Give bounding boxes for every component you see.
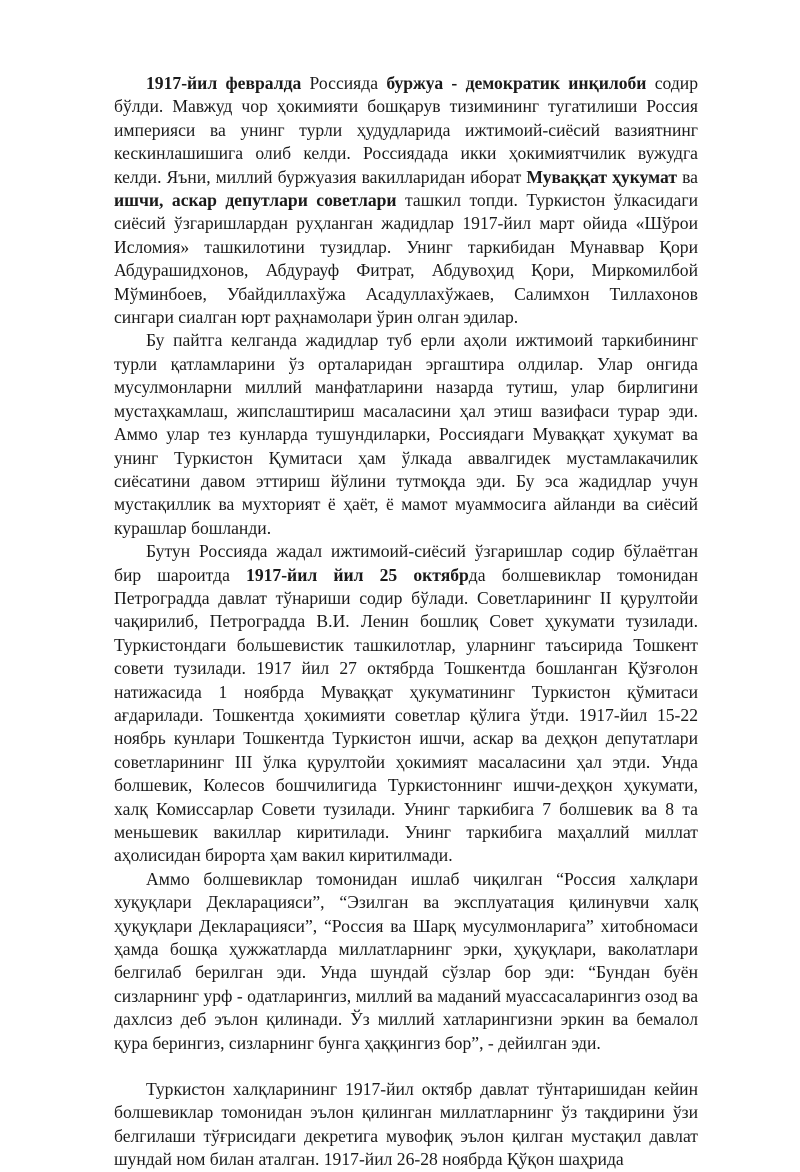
bold-date-february-1917: 1917-йил февралда bbox=[146, 73, 302, 93]
bold-workers-soldiers-soviets: ишчи, аскар депутлари советлари bbox=[114, 190, 397, 211]
paragraph-3 bbox=[114, 540, 698, 868]
bold-provisional-government: Муваққат ҳукумат bbox=[526, 166, 678, 187]
text-run: содир бўлди. Мавжуд чор ҳокимияти бошқарув тизимининг тугатилиши Россия империяси ва унинг турли ҳудудларида ижтимоий-сиёсий вазиятнинг кескинлашишига олиб келди. Россиядада икки ҳокимиятчилик вужудга келди. Яъни, миллий буржуазия вакилларидан иборат bbox=[114, 73, 699, 187]
paragraph-2 bbox=[114, 329, 698, 540]
text-run: да болшевиклар томонидан Петроградда давлат тўнариши содир бўлади. Советларининг II қурултойи чақирилиб, Петроградда В.И. Ленин бошлиқ Совет ҳукумати тузилади. Туркистондаги большевистик ташкилотлар, уларнинг таъсирида Тошкент совети тузилади. 1917 йил 27 октябрда Тошкентда бошланган Қўзғолон натижасида 1 ноябрда Муваққат ҳукуматининг Туркистон қўмитаси ағдарилади. Тошкентда ҳокимияти советлар қўлига ўтди. 1917-йил 15-22 ноябрь кунлари Тошкентда Туркистон ишчи, аскар ва деҳқон депутатлари советларининг III ўлка қурултойи ҳокимият масаласини ҳал этди. Унда болшевик, Колесов бошчилигида Туркистоннинг ишчи-деҳқон ҳукумати, халқ Комиссарлар Совети тузилади. Унинг таркибига 7 болшевик ва 8 та меньшевик вакиллар киритилади. Унинг таркибига маҳаллий миллат аҳолисидан бирорта ҳам вакил киритилмади. bbox=[114, 564, 698, 866]
paragraph-4 bbox=[114, 868, 698, 1055]
text-run: Туркистон халқларининг 1917-йил октябр давлат тўнтаришидан кейин болшевиклар томонидан эълон қилинган миллатларнинг ўз тақдирини ўзи белгилаши тўғрисидаги декретига мувофиқ эълон қилган мустақил давлат шундай ном билан аталган. 1917-йил 26-28 ноябрда Қўқон шаҳрида bbox=[114, 1079, 698, 1170]
bold-bourgeois-revolution: буржуа - демократик инқилоби bbox=[386, 73, 647, 93]
text-run: Россияда bbox=[301, 73, 387, 93]
paragraph-5 bbox=[114, 1078, 698, 1172]
text-run: ва bbox=[677, 166, 698, 187]
bold-date-october-1917: 1917-йил йил 25 октябр bbox=[246, 564, 469, 585]
text-run: Бутун Россияда жадал ижтимоий-сиёсий ўзгаришлар содир бўлаётган бир шароитда bbox=[114, 541, 698, 585]
paragraph-1 bbox=[114, 72, 698, 329]
text-run: Аммо болшевиклар томонидан ишлаб чиқилган “Россия халқлари хуқуқлари Декларацияси”, “Эзилган ва эксплуатация қилинувчи халқ ҳуқуқлари Декларацияси”, “Россия ва Шарқ мусулмонларига” хитобномаси ҳамда бошқа ҳужжатларда миллатларнинг эрки, ҳуқуқлари, ваколатлари белгилаб берилган эди. Унда шундай сўзлар бор эди: “Бундан буён сизларнинг урф - одатларингиз, миллий ва маданий муассасаларингиз озод ва дахлсиз деб эълон қилинади. Ўз миллий хатларингизни эркин ва бемалол қура берингиз, сизларнинг бунга ҳаққингиз бор”, - дейилган эди. bbox=[114, 868, 698, 1053]
text-run: ташкил топди. Туркистон ўлкасидаги сиёсий ўзгаришлардан руҳланган жадидлар 1917-йил март ойида «Шўрои Исломия» ташкилотини тузидлар. Унинг таркибидан Мунаввар Қори Абдурашидхонов, Абдурауф Фитрат, Абдувоҳид Қори, Миркомилбой Мўминбоев, Убайдиллахўжа Асадуллахўжаев, Салимхон Тиллахонов сингари сиалган юрт раҳнамолари ўрин олган эдилар. bbox=[114, 190, 698, 328]
document-page bbox=[114, 72, 698, 1172]
text-run: Бу пайтга келганда жадидлар туб ерли аҳоли ижтимоий таркибининг турли қатламларини ўз орталаридан эргаштира олдилар. Улар онгида мусулмонларни миллий манфатларини назарда тутиш, улар бирлигини мустаҳкамлаш, жипслаштириш масаласини ҳал этиш вазифаси турар эди. Аммо улар тез кунларда тушундиларки, Россиядаги Муваққат ҳукумат ва унинг Туркистон Қумитаси ҳам ўлкада аввалгидек мустамлакачилик сиёсатини давом эттириш йўлини тутмоқда эди. Бу эса жадидлар учун мустақиллик ва мухторият ё ҳаёт, ё мамот муаммосига айланди ва сиёсий курашлар бошланди. bbox=[114, 330, 698, 538]
